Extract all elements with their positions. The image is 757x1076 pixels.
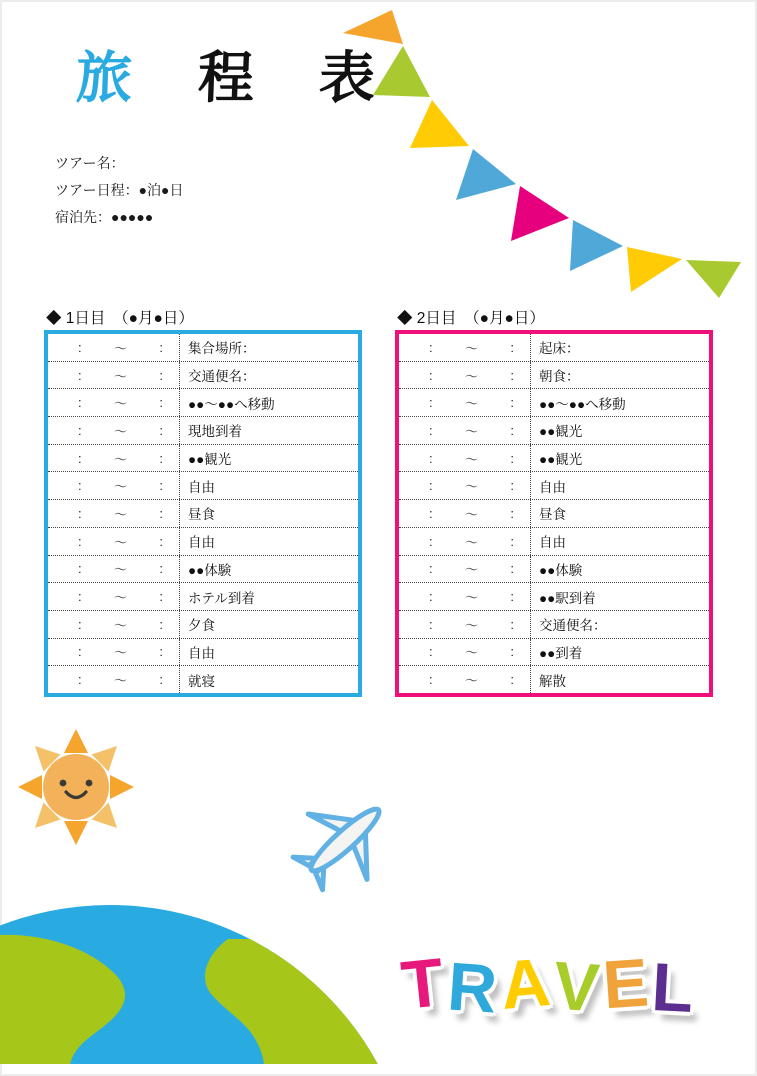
time-colon-end: : bbox=[510, 339, 514, 355]
time-tilde: ～ bbox=[113, 479, 127, 495]
activity-cell bbox=[531, 639, 709, 666]
tour-schedule-label: ツアー日程：●泊●日 bbox=[55, 182, 184, 198]
activity-label: 集合場所： bbox=[188, 341, 256, 357]
time-tilde: ～ bbox=[113, 423, 127, 439]
time-colon-start: : bbox=[78, 561, 82, 577]
time-cell bbox=[48, 611, 180, 638]
travel-sticker bbox=[398, 944, 696, 1028]
itinerary-row bbox=[399, 472, 709, 500]
activity-cell bbox=[180, 666, 358, 693]
sticker-letter-a: A bbox=[497, 944, 553, 1024]
activity-label: 朝食： bbox=[539, 369, 580, 385]
time-tilde: ～ bbox=[113, 451, 127, 467]
time-tilde: ～ bbox=[113, 562, 127, 578]
activity-label: 自由 bbox=[539, 535, 566, 551]
time-colon-start: : bbox=[429, 589, 433, 605]
bunting-flags-decoration bbox=[330, 0, 757, 305]
time-colon-end: : bbox=[159, 616, 163, 632]
time-tilde: ～ bbox=[464, 423, 478, 439]
activity-label: 自由 bbox=[188, 645, 215, 661]
activity-cell bbox=[180, 556, 358, 583]
activity-label: 夕食 bbox=[188, 618, 215, 634]
activity-cell bbox=[531, 445, 709, 472]
flag-1 bbox=[343, 10, 403, 44]
time-tilde: ～ bbox=[113, 506, 127, 522]
itinerary-row bbox=[48, 389, 358, 417]
time-colon-start: : bbox=[78, 672, 82, 688]
itinerary-row bbox=[48, 639, 358, 667]
activity-label: ●●観光 bbox=[188, 452, 232, 468]
flag-7 bbox=[627, 247, 682, 292]
time-cell bbox=[399, 334, 531, 361]
activity-label: ●●～●●へ移動 bbox=[188, 396, 275, 412]
itinerary-row bbox=[48, 445, 358, 473]
time-cell bbox=[48, 583, 180, 610]
time-colon-end: : bbox=[510, 561, 514, 577]
time-colon-end: : bbox=[510, 644, 514, 660]
itinerary-row bbox=[399, 389, 709, 417]
itinerary-row bbox=[399, 445, 709, 473]
activity-cell bbox=[531, 472, 709, 499]
activity-cell bbox=[531, 611, 709, 638]
time-tilde: ～ bbox=[464, 645, 478, 661]
time-cell bbox=[399, 583, 531, 610]
flag-8 bbox=[686, 260, 741, 298]
activity-label: ●●～●●へ移動 bbox=[539, 396, 626, 412]
time-colon-start: : bbox=[78, 644, 82, 660]
time-tilde: ～ bbox=[464, 673, 478, 689]
time-cell bbox=[399, 417, 531, 444]
flag-3 bbox=[410, 100, 469, 148]
flag-4 bbox=[456, 149, 516, 200]
time-colon-end: : bbox=[510, 367, 514, 383]
activity-cell bbox=[180, 445, 358, 472]
time-tilde: ～ bbox=[464, 534, 478, 550]
time-colon-start: : bbox=[429, 672, 433, 688]
time-cell bbox=[399, 500, 531, 527]
time-tilde: ～ bbox=[113, 396, 127, 412]
activity-cell bbox=[531, 334, 709, 361]
activity-cell bbox=[180, 611, 358, 638]
time-colon-start: : bbox=[429, 533, 433, 549]
time-cell bbox=[48, 389, 180, 416]
itinerary-row bbox=[399, 362, 709, 390]
itinerary-row bbox=[399, 611, 709, 639]
activity-label: 自由 bbox=[539, 479, 566, 495]
activity-label: 就寝 bbox=[188, 673, 215, 689]
itinerary-row bbox=[48, 583, 358, 611]
itinerary-row bbox=[48, 472, 358, 500]
itinerary-row bbox=[48, 556, 358, 584]
time-colon-start: : bbox=[78, 533, 82, 549]
activity-label: ●●観光 bbox=[539, 452, 583, 468]
time-colon-start: : bbox=[429, 505, 433, 521]
activity-cell bbox=[531, 362, 709, 389]
time-tilde: ～ bbox=[464, 506, 478, 522]
time-tilde: ～ bbox=[464, 479, 478, 495]
time-colon-end: : bbox=[510, 478, 514, 494]
time-colon-start: : bbox=[429, 367, 433, 383]
time-cell bbox=[48, 445, 180, 472]
activity-label: ●●体験 bbox=[539, 562, 583, 578]
activity-cell bbox=[531, 389, 709, 416]
time-colon-start: : bbox=[429, 395, 433, 411]
activity-label: ホテル到着 bbox=[188, 590, 255, 606]
time-tilde: ～ bbox=[113, 590, 127, 606]
earth-globe-decoration bbox=[0, 893, 420, 1064]
activity-cell bbox=[180, 583, 358, 610]
time-colon-end: : bbox=[159, 478, 163, 494]
itinerary-row bbox=[399, 639, 709, 667]
time-cell bbox=[399, 389, 531, 416]
time-tilde: ～ bbox=[113, 645, 127, 661]
time-colon-start: : bbox=[429, 478, 433, 494]
time-tilde: ～ bbox=[464, 396, 478, 412]
time-tilde: ～ bbox=[464, 368, 478, 384]
activity-label: ●●観光 bbox=[539, 424, 583, 440]
activity-cell bbox=[531, 417, 709, 444]
time-tilde: ～ bbox=[464, 590, 478, 606]
sun-icon bbox=[16, 727, 136, 847]
time-colon-end: : bbox=[510, 616, 514, 632]
sticker-letter-l: L bbox=[650, 948, 696, 1028]
sticker-letter-e: E bbox=[600, 944, 652, 1024]
time-colon-end: : bbox=[510, 589, 514, 605]
time-colon-start: : bbox=[78, 395, 82, 411]
activity-cell bbox=[531, 666, 709, 693]
itinerary-row bbox=[399, 528, 709, 556]
activity-cell bbox=[180, 500, 358, 527]
activity-cell bbox=[180, 639, 358, 666]
itinerary-row bbox=[48, 611, 358, 639]
day2-header: ◆ 2日目 （●月●日） bbox=[397, 310, 545, 327]
time-cell bbox=[48, 417, 180, 444]
tour-name-label: ツアー名： bbox=[55, 155, 125, 171]
itinerary-row bbox=[48, 500, 358, 528]
time-colon-start: : bbox=[429, 561, 433, 577]
activity-label: 解散 bbox=[539, 673, 566, 689]
title-char-3: 表 bbox=[318, 46, 377, 109]
time-tilde: ～ bbox=[113, 368, 127, 384]
activity-label: 現地到着 bbox=[188, 424, 242, 440]
activity-cell bbox=[180, 417, 358, 444]
activity-label: 交通便名： bbox=[188, 369, 256, 385]
time-cell bbox=[48, 500, 180, 527]
time-colon-end: : bbox=[159, 505, 163, 521]
itinerary-row bbox=[399, 334, 709, 362]
time-colon-end: : bbox=[159, 367, 163, 383]
itinerary-row bbox=[48, 362, 358, 390]
time-tilde: ～ bbox=[113, 617, 127, 633]
flag-6 bbox=[570, 220, 623, 271]
title-char-2: 程 bbox=[196, 46, 255, 109]
itinerary-row bbox=[48, 417, 358, 445]
day1-header: ◆ 1日目 （●月●日） bbox=[46, 310, 194, 327]
time-cell bbox=[399, 639, 531, 666]
sticker-letter-r: R bbox=[444, 948, 500, 1028]
time-cell bbox=[48, 556, 180, 583]
time-cell bbox=[48, 362, 180, 389]
time-cell bbox=[48, 334, 180, 361]
time-colon-start: : bbox=[78, 505, 82, 521]
sun-face bbox=[43, 754, 109, 820]
time-colon-end: : bbox=[159, 644, 163, 660]
itinerary-row bbox=[399, 583, 709, 611]
activity-label: 交通便名： bbox=[539, 618, 607, 634]
itinerary-row bbox=[48, 334, 358, 362]
activity-cell bbox=[531, 500, 709, 527]
time-tilde: ～ bbox=[464, 451, 478, 467]
activity-label: 起床： bbox=[539, 341, 580, 357]
itinerary-row bbox=[399, 556, 709, 584]
activity-cell bbox=[180, 362, 358, 389]
activity-label: 自由 bbox=[188, 479, 215, 495]
time-colon-end: : bbox=[510, 395, 514, 411]
time-tilde: ～ bbox=[113, 340, 127, 356]
time-colon-start: : bbox=[429, 450, 433, 466]
time-colon-end: : bbox=[510, 422, 514, 438]
time-cell bbox=[48, 666, 180, 693]
time-colon-end: : bbox=[159, 339, 163, 355]
time-colon-end: : bbox=[510, 450, 514, 466]
time-tilde: ～ bbox=[113, 534, 127, 550]
activity-label: ●●到着 bbox=[539, 645, 583, 661]
time-cell bbox=[399, 528, 531, 555]
title-char-1: 旅 bbox=[74, 46, 134, 109]
activity-label: 昼食 bbox=[188, 507, 215, 523]
day2-table bbox=[395, 330, 713, 697]
time-colon-start: : bbox=[429, 644, 433, 660]
time-cell bbox=[399, 611, 531, 638]
time-tilde: ～ bbox=[464, 562, 478, 578]
time-colon-start: : bbox=[78, 422, 82, 438]
time-cell bbox=[399, 666, 531, 693]
activity-label: ●●駅到着 bbox=[539, 590, 596, 606]
time-colon-start: : bbox=[429, 616, 433, 632]
activity-cell bbox=[531, 583, 709, 610]
time-colon-start: : bbox=[78, 478, 82, 494]
time-colon-start: : bbox=[429, 339, 433, 355]
time-cell bbox=[48, 528, 180, 555]
time-colon-start: : bbox=[78, 616, 82, 632]
activity-cell bbox=[531, 556, 709, 583]
sticker-letter-v: V bbox=[551, 947, 602, 1027]
time-colon-end: : bbox=[159, 422, 163, 438]
airplane-icon bbox=[283, 780, 407, 900]
time-colon-start: : bbox=[78, 339, 82, 355]
time-colon-end: : bbox=[159, 561, 163, 577]
tour-info bbox=[55, 150, 184, 231]
time-cell bbox=[399, 556, 531, 583]
activity-cell bbox=[180, 389, 358, 416]
time-cell bbox=[399, 472, 531, 499]
time-colon-end: : bbox=[159, 672, 163, 688]
flag-2 bbox=[373, 46, 430, 97]
activity-cell bbox=[180, 528, 358, 555]
time-colon-end: : bbox=[510, 533, 514, 549]
activity-label: 自由 bbox=[188, 535, 215, 551]
time-colon-end: : bbox=[510, 505, 514, 521]
itinerary-row bbox=[399, 417, 709, 445]
activity-cell bbox=[531, 528, 709, 555]
time-cell bbox=[48, 472, 180, 499]
time-cell bbox=[48, 639, 180, 666]
time-colon-end: : bbox=[159, 533, 163, 549]
time-colon-end: : bbox=[159, 589, 163, 605]
flag-5 bbox=[511, 186, 569, 241]
day1-table bbox=[44, 330, 362, 697]
time-tilde: ～ bbox=[113, 673, 127, 689]
itinerary-row bbox=[48, 528, 358, 556]
time-colon-end: : bbox=[159, 395, 163, 411]
time-tilde: ～ bbox=[464, 617, 478, 633]
time-cell bbox=[399, 445, 531, 472]
activity-cell bbox=[180, 334, 358, 361]
itinerary-row bbox=[48, 666, 358, 693]
time-tilde: ～ bbox=[464, 340, 478, 356]
tour-stay-label: 宿泊先：●●●●● bbox=[55, 209, 154, 225]
itinerary-row bbox=[399, 500, 709, 528]
itinerary-row bbox=[399, 666, 709, 693]
time-colon-start: : bbox=[429, 422, 433, 438]
activity-label: 昼食 bbox=[539, 507, 566, 523]
time-colon-start: : bbox=[78, 589, 82, 605]
sticker-letter-t: T bbox=[398, 944, 448, 1024]
time-colon-end: : bbox=[159, 450, 163, 466]
time-colon-end: : bbox=[510, 672, 514, 688]
time-colon-start: : bbox=[78, 450, 82, 466]
time-cell bbox=[399, 362, 531, 389]
activity-label: ●●体験 bbox=[188, 562, 232, 578]
time-colon-start: : bbox=[78, 367, 82, 383]
activity-cell bbox=[180, 472, 358, 499]
